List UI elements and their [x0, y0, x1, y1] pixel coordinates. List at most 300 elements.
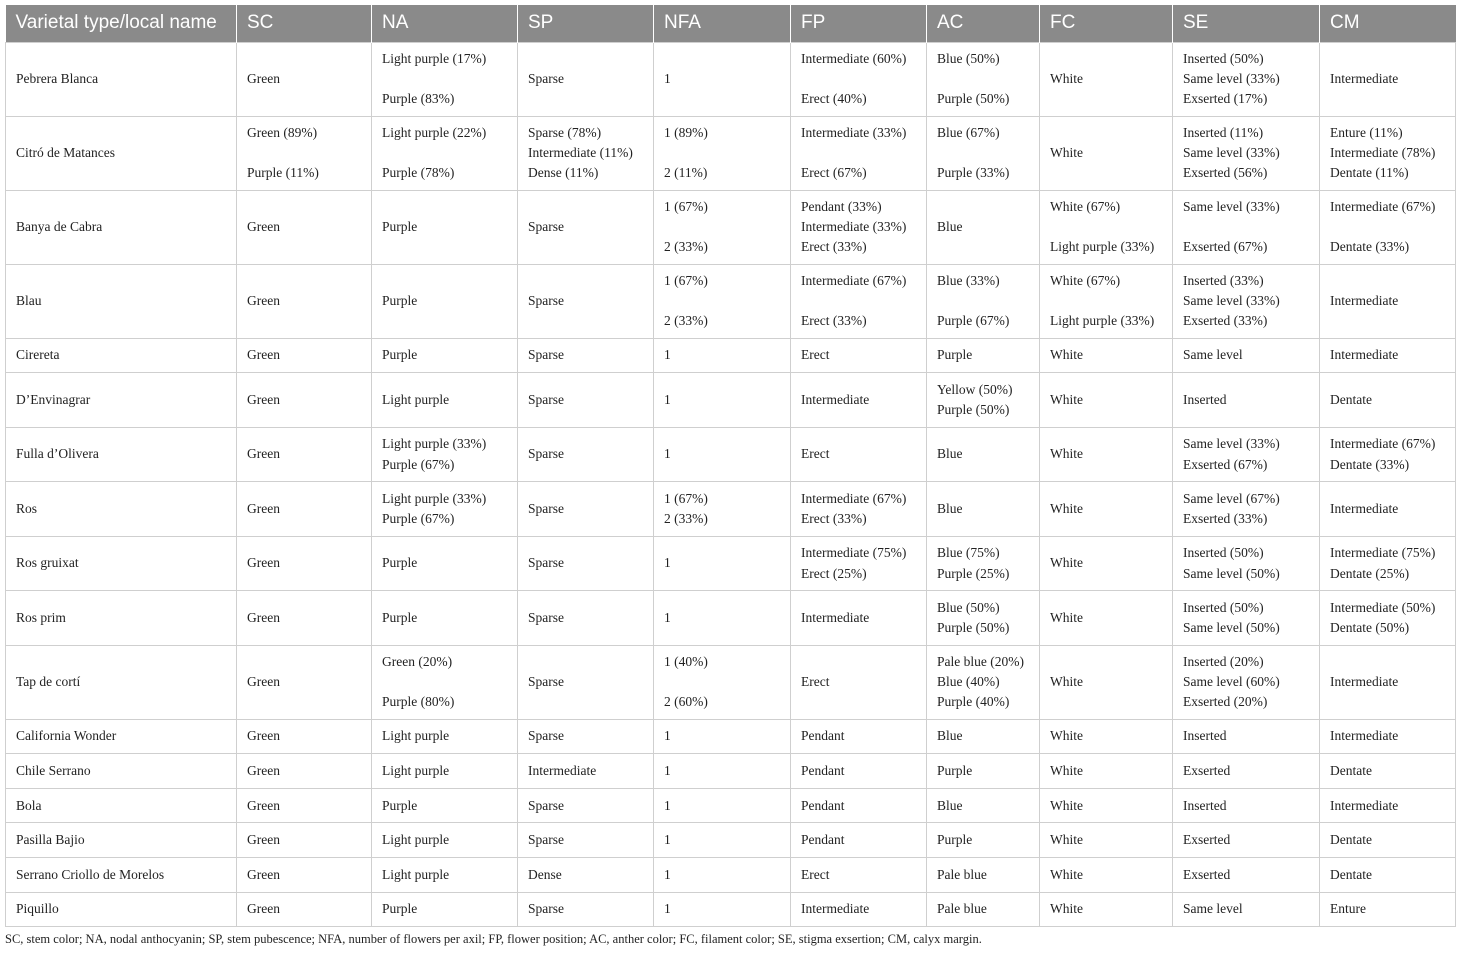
table-cell [1173, 42, 1320, 116]
table-cell: Intermediate [1320, 264, 1456, 338]
table-cell [927, 42, 1040, 116]
cell-value: Enture (11%) [1330, 125, 1403, 140]
cell-value-stack [801, 271, 916, 331]
cell-value-stack [382, 123, 507, 183]
cell-value: 2 (33%) [664, 239, 708, 255]
table-cell: Dentate [1320, 857, 1456, 892]
cell-value: Purple (50%) [937, 91, 1010, 107]
table-cell: Sparse [518, 190, 654, 264]
table-cell: 1 [654, 42, 791, 116]
table-cell: Dentate [1320, 823, 1456, 858]
table-cell: White [1040, 42, 1173, 116]
varietal-name-cell: Blau [6, 264, 237, 338]
cell-value: Exserted (20%) [1183, 694, 1268, 710]
table-cell [1173, 482, 1320, 537]
table-cell: Sparse [518, 591, 654, 646]
cell-value-stack [382, 434, 507, 474]
table-cell: Purple [372, 264, 518, 338]
cell-value: Erect (67%) [801, 165, 867, 181]
cell-value: Light purple (33%) [382, 436, 487, 452]
table-cell: Same level [1173, 892, 1320, 927]
table-cell: White [1040, 754, 1173, 789]
varietal-traits-table [5, 5, 1456, 927]
table-cell: 1 [654, 892, 791, 927]
table-cell: Sparse [518, 264, 654, 338]
table-cell: White [1040, 591, 1173, 646]
cell-value: Same level (33%) [1183, 436, 1280, 452]
cell-value: 1 (67%) [664, 273, 708, 288]
table-cell [791, 116, 927, 190]
cell-value: Intermediate (67%) [801, 273, 907, 288]
cell-value: Same level (33%) [1183, 293, 1280, 309]
table-cell [372, 482, 518, 537]
table-cell: Pendant [791, 719, 927, 754]
table-cell: Erect [791, 338, 927, 373]
table-cell [654, 482, 791, 537]
cell-value: Purple (11%) [247, 165, 319, 181]
table-cell: Purple [372, 788, 518, 823]
table-cell: 1 [654, 788, 791, 823]
cell-value: Purple (67%) [937, 313, 1010, 329]
cell-value-stack [801, 49, 916, 109]
table-cell: Intermediate [518, 754, 654, 789]
table-cell: Inserted [1173, 373, 1320, 428]
cell-value: Pale blue (20%) [937, 654, 1024, 670]
table-cell: 1 [654, 373, 791, 428]
table-cell [1320, 190, 1456, 264]
table-cell: White [1040, 823, 1173, 858]
table-cell: Green [237, 482, 372, 537]
table-cell: White [1040, 857, 1173, 892]
table-cell [927, 536, 1040, 591]
table-cell: Green [237, 190, 372, 264]
cell-value: Purple (33%) [937, 165, 1010, 181]
cell-value-stack [1330, 543, 1445, 583]
table-cell: Intermediate [1320, 645, 1456, 719]
cell-value: Blue (75%) [937, 545, 1000, 561]
table-cell [791, 536, 927, 591]
cell-value-stack [528, 123, 643, 183]
table-cell [927, 116, 1040, 190]
table-cell: 1 [654, 823, 791, 858]
table-header [6, 5, 1456, 42]
cell-value: Exserted (67%) [1183, 239, 1268, 255]
cell-value: Purple (25%) [937, 565, 1010, 581]
table-cell: Purple [927, 338, 1040, 373]
cell-value: Inserted (11%) [1183, 125, 1264, 140]
table-cell: Purple [927, 823, 1040, 858]
table-cell [654, 116, 791, 190]
table-cell: Erect [791, 857, 927, 892]
table-cell: Light purple [372, 857, 518, 892]
table-cell: Sparse [518, 823, 654, 858]
table-cell: 1 [654, 719, 791, 754]
cell-value-stack [937, 652, 1029, 712]
table-cell [1173, 264, 1320, 338]
cell-value: 1 (89%) [664, 125, 708, 140]
cell-value: Intermediate (67%) [1330, 199, 1436, 214]
cell-value-stack [1050, 271, 1162, 331]
table-cell [791, 264, 927, 338]
cell-value-stack [937, 380, 1029, 420]
cell-value: Pendant (33%) [801, 199, 882, 214]
table-cell [372, 116, 518, 190]
varietal-name-cell: California Wonder [6, 719, 237, 754]
table-cell: 1 [654, 427, 791, 482]
cell-value: Purple (50%) [937, 402, 1010, 418]
table-cell: White [1040, 719, 1173, 754]
cell-value: Intermediate (75%) [801, 545, 907, 561]
cell-value-stack [664, 271, 780, 331]
table-cell [1320, 116, 1456, 190]
table-footnote: SC, stem color; NA, nodal anthocyanin; SP, stem pubescence; NFA, number of flowers per axil; FP, flower position; AC, anther color; FC, filament color; SE, stigma exsertion; CM, calyx margin. [5, 932, 982, 946]
table-cell: Purple [372, 338, 518, 373]
cell-value: Intermediate (67%) [801, 490, 907, 506]
cell-value: Intermediate (67%) [1330, 436, 1436, 452]
table-cell: Dentate [1320, 754, 1456, 789]
table-row [6, 536, 1456, 591]
table-row [6, 264, 1456, 338]
cell-value-stack [1183, 434, 1309, 474]
cell-value-stack [801, 489, 916, 529]
cell-value: Exserted (17%) [1183, 91, 1268, 107]
table-cell: Purple [372, 536, 518, 591]
table-cell: Sparse [518, 42, 654, 116]
cell-value-stack [1183, 598, 1309, 638]
table-cell: Pale blue [927, 857, 1040, 892]
cell-value: Dentate (25%) [1330, 565, 1410, 581]
cell-value: 2 (33%) [664, 511, 708, 527]
table-cell: Enture [1320, 892, 1456, 927]
cell-value: Inserted (33%) [1183, 273, 1264, 288]
cell-value: Blue (67%) [937, 125, 1000, 140]
table-cell: Sparse [518, 645, 654, 719]
table-cell: Intermediate [1320, 719, 1456, 754]
cell-value-stack [664, 652, 780, 712]
table-cell: Intermediate [1320, 482, 1456, 537]
table-cell: Dentate [1320, 373, 1456, 428]
table-cell [927, 645, 1040, 719]
table-body [6, 42, 1456, 927]
table-row [6, 754, 1456, 789]
cell-value-stack [1183, 652, 1309, 712]
table-cell: 1 [654, 591, 791, 646]
table-cell: 1 [654, 754, 791, 789]
cell-value: Green (89%) [247, 125, 318, 140]
cell-value-stack [1183, 123, 1309, 183]
table-cell: Pendant [791, 788, 927, 823]
table-row [6, 719, 1456, 754]
varietal-name-cell: Fulla d’Olivera [6, 427, 237, 482]
cell-value: Purple (78%) [382, 165, 455, 181]
table-cell: 1 [654, 536, 791, 591]
table-cell: Green [237, 645, 372, 719]
cell-value: Same level (60%) [1183, 674, 1280, 690]
table-cell: Intermediate [791, 373, 927, 428]
table-cell: White [1040, 338, 1173, 373]
table-cell [791, 482, 927, 537]
cell-value-stack [937, 123, 1029, 183]
table-cell: Green [237, 719, 372, 754]
table-cell: Intermediate [1320, 338, 1456, 373]
cell-value-stack [1183, 271, 1309, 331]
table-cell: Sparse [518, 427, 654, 482]
varietal-name-cell: Serrano Criollo de Morelos [6, 857, 237, 892]
table-cell [1173, 116, 1320, 190]
table-row [6, 482, 1456, 537]
table-cell: Green [237, 754, 372, 789]
table-cell: White [1040, 482, 1173, 537]
table-cell: Exserted [1173, 754, 1320, 789]
table-cell: White [1040, 892, 1173, 927]
table-cell [654, 264, 791, 338]
table-cell: Light purple [372, 754, 518, 789]
cell-value: Erect (33%) [801, 239, 867, 255]
table-cell [654, 190, 791, 264]
varietal-name-cell: D’Envinagrar [6, 373, 237, 428]
cell-value: Intermediate (60%) [801, 51, 907, 66]
cell-value-stack [1050, 197, 1162, 257]
cell-value: Dentate (33%) [1330, 239, 1410, 255]
column-header: FC [1040, 5, 1173, 42]
table-row [6, 338, 1456, 373]
table-cell: Erect [791, 645, 927, 719]
cell-value-stack [937, 271, 1029, 331]
table-cell: Pendant [791, 754, 927, 789]
table-cell: Exserted [1173, 823, 1320, 858]
cell-value: 1 (67%) [664, 490, 708, 506]
table-cell: Green [237, 892, 372, 927]
cell-value: 2 (33%) [664, 313, 708, 329]
cell-value: Intermediate (78%) [1330, 145, 1436, 161]
table-row [6, 42, 1456, 116]
cell-value: White (67%) [1050, 199, 1121, 214]
cell-value-stack [1183, 489, 1309, 529]
cell-value: Intermediate (33%) [801, 219, 907, 235]
table-cell: Sparse [518, 536, 654, 591]
cell-value-stack [1330, 434, 1445, 474]
cell-value-stack [801, 123, 916, 183]
table-cell: Blue [927, 788, 1040, 823]
table-cell [1040, 190, 1173, 264]
cell-value-stack [247, 123, 361, 183]
table-cell [927, 373, 1040, 428]
varietal-name-cell: Bola [6, 788, 237, 823]
cell-value: Dentate (50%) [1330, 620, 1410, 636]
column-header: FP [791, 5, 927, 42]
table-cell: Green [237, 373, 372, 428]
table-cell [927, 591, 1040, 646]
varietal-name-cell: Chile Serrano [6, 754, 237, 789]
varietal-name-cell: Ros prim [6, 591, 237, 646]
table-cell: Blue [927, 482, 1040, 537]
table-cell: 1 [654, 338, 791, 373]
column-header: NA [372, 5, 518, 42]
cell-value: Intermediate (75%) [1330, 545, 1436, 561]
table-cell: Sparse [518, 482, 654, 537]
table-cell [1173, 427, 1320, 482]
cell-value: Purple (80%) [382, 694, 455, 710]
cell-value: Dentate (11%) [1330, 165, 1409, 181]
cell-value: Light purple (17%) [382, 51, 487, 66]
table-cell: Intermediate [791, 892, 927, 927]
table-cell: Sparse [518, 719, 654, 754]
cell-value: Erect (33%) [801, 511, 867, 527]
table-cell: Light purple [372, 719, 518, 754]
cell-value: Inserted (50%) [1183, 545, 1264, 561]
varietal-name-cell: Cirereta [6, 338, 237, 373]
cell-value: Erect (25%) [801, 565, 867, 581]
table-cell: Purple [372, 190, 518, 264]
cell-value: Purple (67%) [382, 511, 455, 527]
table-row [6, 190, 1456, 264]
cell-value-stack [664, 197, 780, 257]
table-row [6, 823, 1456, 858]
cell-value-stack [937, 543, 1029, 583]
cell-value: Exserted (33%) [1183, 313, 1268, 329]
table-cell [927, 264, 1040, 338]
table-cell: Green [237, 788, 372, 823]
table-cell: Same level [1173, 338, 1320, 373]
cell-value: Purple (67%) [382, 456, 455, 472]
table-cell: Green [237, 42, 372, 116]
table-cell [1320, 427, 1456, 482]
column-header: NFA [654, 5, 791, 42]
cell-value: Blue (50%) [937, 51, 1000, 66]
table-cell [372, 427, 518, 482]
table-cell: Light purple [372, 823, 518, 858]
table-cell [791, 190, 927, 264]
cell-value: Erect (33%) [801, 313, 867, 329]
cell-value: Same level (33%) [1183, 71, 1280, 87]
cell-value: Blue (33%) [937, 273, 1000, 288]
table-cell [1173, 536, 1320, 591]
cell-value: Blue (50%) [937, 599, 1000, 615]
table-cell: Pendant [791, 823, 927, 858]
table-cell: Green [237, 591, 372, 646]
column-header: SE [1173, 5, 1320, 42]
table-cell [791, 42, 927, 116]
cell-value-stack [1330, 123, 1445, 183]
cell-value: 1 (40%) [664, 654, 708, 670]
cell-value: 1 (67%) [664, 199, 708, 214]
cell-value-stack [382, 49, 507, 109]
cell-value-stack [937, 49, 1029, 109]
table-cell [518, 116, 654, 190]
cell-value: Green (20%) [382, 654, 453, 670]
table-cell: Inserted [1173, 788, 1320, 823]
table-cell: Sparse [518, 788, 654, 823]
cell-value: Inserted (50%) [1183, 599, 1264, 615]
table-cell: 1 [654, 857, 791, 892]
varietal-name-cell: Ros gruixat [6, 536, 237, 591]
cell-value: Inserted (20%) [1183, 654, 1264, 670]
header-row [6, 5, 1456, 42]
cell-value-stack [801, 543, 916, 583]
table-cell [1173, 591, 1320, 646]
table-cell: Exserted [1173, 857, 1320, 892]
table-row [6, 788, 1456, 823]
cell-value: Same level (33%) [1183, 145, 1280, 161]
cell-value: 2 (60%) [664, 694, 708, 710]
cell-value-stack [382, 489, 507, 529]
table-cell: Intermediate [1320, 42, 1456, 116]
table-cell: Intermediate [1320, 788, 1456, 823]
cell-value-stack [664, 123, 780, 183]
table-row [6, 373, 1456, 428]
table-cell: White [1040, 427, 1173, 482]
column-header: CM [1320, 5, 1456, 42]
table-cell [1320, 591, 1456, 646]
table-cell: Green [237, 427, 372, 482]
cell-value: Blue (40%) [937, 674, 1000, 690]
cell-value: Same level (50%) [1183, 565, 1280, 581]
cell-value: Sparse (78%) [528, 125, 602, 140]
varietal-name-cell: Tap de cortí [6, 645, 237, 719]
cell-value: Light purple (33%) [1050, 239, 1155, 255]
table-row [6, 857, 1456, 892]
column-header: SP [518, 5, 654, 42]
table-cell: Erect [791, 427, 927, 482]
cell-value: 2 (11%) [664, 165, 708, 181]
table-cell: Dense [518, 857, 654, 892]
cell-value-stack [1330, 197, 1445, 257]
cell-value-stack [1330, 598, 1445, 638]
table-cell: White [1040, 116, 1173, 190]
cell-value: Light purple (22%) [382, 125, 487, 140]
table-cell: Blue [927, 190, 1040, 264]
cell-value-stack [1183, 49, 1309, 109]
table-cell: Blue [927, 427, 1040, 482]
table-cell [1173, 645, 1320, 719]
table-cell: White [1040, 645, 1173, 719]
cell-value: Inserted (50%) [1183, 51, 1264, 66]
table-cell: Blue [927, 719, 1040, 754]
cell-value-stack [801, 197, 916, 257]
table-cell: Green [237, 857, 372, 892]
cell-value: Same level (50%) [1183, 620, 1280, 636]
cell-value-stack [664, 489, 780, 529]
column-header: SC [237, 5, 372, 42]
table-cell: Green [237, 264, 372, 338]
table-cell [372, 42, 518, 116]
table-row [6, 645, 1456, 719]
cell-value: Exserted (56%) [1183, 165, 1268, 181]
cell-value-stack [382, 652, 507, 712]
table-cell: Purple [372, 591, 518, 646]
table-cell: White [1040, 788, 1173, 823]
cell-value: Exserted (33%) [1183, 511, 1268, 527]
table-row [6, 427, 1456, 482]
cell-value: Dentate (33%) [1330, 456, 1410, 472]
table-row [6, 116, 1456, 190]
table-cell: Green [237, 823, 372, 858]
table-cell: White [1040, 536, 1173, 591]
table-cell [372, 645, 518, 719]
varietal-name-cell: Citró de Matances [6, 116, 237, 190]
cell-value: Erect (40%) [801, 91, 867, 107]
cell-value: Exserted (67%) [1183, 456, 1268, 472]
table-cell: Light purple [372, 373, 518, 428]
table-cell [654, 645, 791, 719]
varietal-name-cell: Piquillo [6, 892, 237, 927]
table-cell: Sparse [518, 892, 654, 927]
cell-value: Intermediate (50%) [1330, 599, 1436, 615]
varietal-name-cell: Pasilla Bajio [6, 823, 237, 858]
table-cell [1320, 536, 1456, 591]
varietal-name-cell: Banya de Cabra [6, 190, 237, 264]
data-table-container [5, 5, 1455, 927]
